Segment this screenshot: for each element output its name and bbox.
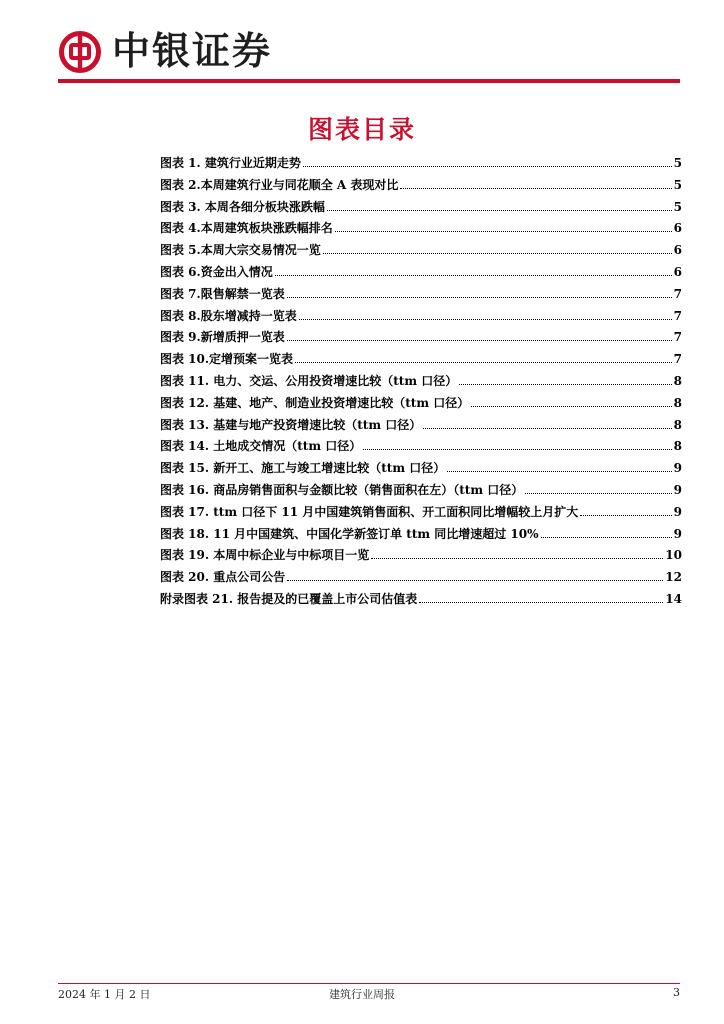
toc-entry-page: 8 xyxy=(673,417,682,432)
toc-entry-label: 图表 1. 建筑行业近期走势 xyxy=(160,156,301,170)
toc-entry-label: 图表 4.本周建筑板块涨跌幅排名 xyxy=(160,221,333,236)
toc-dot-leader xyxy=(323,253,672,254)
toc-entry-page: 8 xyxy=(673,373,682,388)
header-divider xyxy=(58,79,680,83)
toc-dot-leader xyxy=(295,362,672,363)
toc-entry-page: 6 xyxy=(673,243,682,258)
bank-of-china-logo-icon xyxy=(58,30,102,74)
toc-entry-label: 图表 8.股东增减持一览表 xyxy=(160,308,297,323)
toc-entry-label: 图表 15. 新开工、施工与竣工增速比较（ttm 口径） xyxy=(160,461,446,476)
toc-entry[interactable] xyxy=(160,394,682,416)
toc-entry-page: 9 xyxy=(673,526,682,541)
table-of-figures xyxy=(160,154,682,612)
toc-entry[interactable] xyxy=(160,437,682,459)
toc-entry-label: 图表 16. 商品房销售面积与金额比较（销售面积在左）（ttm 口径） xyxy=(160,482,524,497)
toc-entry-label: 图表 7.限售解禁一览表 xyxy=(160,286,285,301)
toc-entry[interactable] xyxy=(160,590,682,612)
toc-entry-label: 图表 11. 电力、交运、公用投资增速比较（ttm 口径） xyxy=(160,373,458,388)
toc-entry-page: 6 xyxy=(673,221,682,236)
toc-entry-label: 图表 5.本周大宗交易情况一览 xyxy=(160,243,321,258)
toc-dot-leader xyxy=(275,275,672,276)
toc-entry-label: 图表 19. 本周中标企业与中标项目一览 xyxy=(160,548,370,563)
toc-dot-leader xyxy=(363,449,671,450)
toc-dot-leader xyxy=(471,406,671,407)
footer-report-name: 建筑行业周报 xyxy=(329,988,395,1001)
toc-entry-label: 图表 20. 重点公司公告 xyxy=(160,570,286,585)
toc-entry[interactable] xyxy=(160,176,682,198)
toc-entry-page: 10 xyxy=(665,548,682,563)
footer-date: 2024 年 1 月 2 日 xyxy=(58,988,151,1001)
toc-entry-page: 7 xyxy=(673,352,682,367)
toc-entry[interactable] xyxy=(160,459,682,481)
toc-entry[interactable] xyxy=(160,546,682,568)
toc-entry-page: 12 xyxy=(665,570,682,585)
toc-dot-leader xyxy=(459,384,671,385)
toc-dot-leader xyxy=(299,319,672,320)
toc-entry-page: 9 xyxy=(673,461,682,476)
toc-entry[interactable] xyxy=(160,481,682,503)
footer-divider xyxy=(58,983,680,984)
toc-entry-page: 9 xyxy=(673,504,682,519)
toc-entry-label: 图表 9.新增质押一览表 xyxy=(160,330,285,345)
toc-entry[interactable] xyxy=(160,285,682,307)
toc-entry-label: 图表 18. 11 月中国建筑、中国化学新签订单 ttm 同比增速超过 10% xyxy=(160,526,539,541)
toc-entry[interactable] xyxy=(160,198,682,220)
toc-entry[interactable] xyxy=(160,307,682,329)
toc-dot-leader xyxy=(419,602,663,603)
toc-entry-page: 6 xyxy=(673,264,682,279)
toc-dot-leader xyxy=(287,580,663,581)
toc-entry-page: 7 xyxy=(673,330,682,345)
toc-entry[interactable] xyxy=(160,154,682,176)
toc-entry-label: 图表 6.资金出入情况 xyxy=(160,264,273,279)
toc-dot-leader xyxy=(371,558,663,559)
toc-entry[interactable] xyxy=(160,503,682,525)
toc-dot-leader xyxy=(525,493,671,494)
toc-dot-leader xyxy=(287,340,672,341)
toc-dot-leader xyxy=(580,515,671,516)
toc-dot-leader xyxy=(327,210,672,211)
toc-dot-leader xyxy=(423,428,671,429)
footer-page-number: 3 xyxy=(673,986,680,999)
page-title: 图表目录 xyxy=(307,115,416,144)
toc-dot-leader xyxy=(541,537,672,538)
toc-dot-leader xyxy=(335,231,672,232)
toc-entry-page: 8 xyxy=(673,439,682,454)
toc-entry[interactable] xyxy=(160,328,682,350)
toc-entry-label: 图表 17. ttm 口径下 11 月中国建筑销售面积、开工面积同比增幅较上月扩大 xyxy=(160,504,579,519)
toc-entry-page: 7 xyxy=(673,286,682,301)
toc-entry-page: 5 xyxy=(673,199,682,214)
toc-entry[interactable] xyxy=(160,350,682,372)
toc-entry-page: 14 xyxy=(665,591,682,606)
toc-entry-label: 图表 2.本周建筑行业与同花顺全 A 表现对比 xyxy=(160,177,399,192)
toc-entry[interactable] xyxy=(160,219,682,241)
toc-entry-label: 图表 10.定增预案一览表 xyxy=(160,352,294,367)
toc-entry-page: 7 xyxy=(673,308,682,323)
toc-entry[interactable] xyxy=(160,568,682,590)
toc-entry[interactable] xyxy=(160,241,682,263)
toc-entry-label: 图表 12. 基建、地产、制造业投资增速比较（ttm 口径） xyxy=(160,395,470,410)
toc-entry-page: 5 xyxy=(673,177,682,192)
toc-entry-label: 图表 14. 土地成交情况（ttm 口径） xyxy=(160,439,362,454)
toc-entry-page: 9 xyxy=(673,482,682,497)
toc-dot-leader xyxy=(303,166,672,167)
toc-entry[interactable] xyxy=(160,372,682,394)
toc-dot-leader xyxy=(400,188,671,189)
toc-dot-leader xyxy=(447,471,671,472)
toc-entry-page: 8 xyxy=(673,395,682,410)
brand-name: 中银证券 xyxy=(112,29,273,73)
toc-entry[interactable] xyxy=(160,525,682,547)
toc-entry[interactable] xyxy=(160,416,682,438)
toc-entry-label: 附录图表 21. 报告提及的已覆盖上市公司估值表 xyxy=(160,591,418,606)
toc-entry-page: 5 xyxy=(673,156,682,170)
toc-entry[interactable] xyxy=(160,263,682,285)
toc-entry-label: 图表 3. 本周各细分板块涨跌幅 xyxy=(160,199,325,214)
toc-entry-label: 图表 13. 基建与地产投资增速比较（ttm 口径） xyxy=(160,417,422,432)
toc-dot-leader xyxy=(287,297,672,298)
